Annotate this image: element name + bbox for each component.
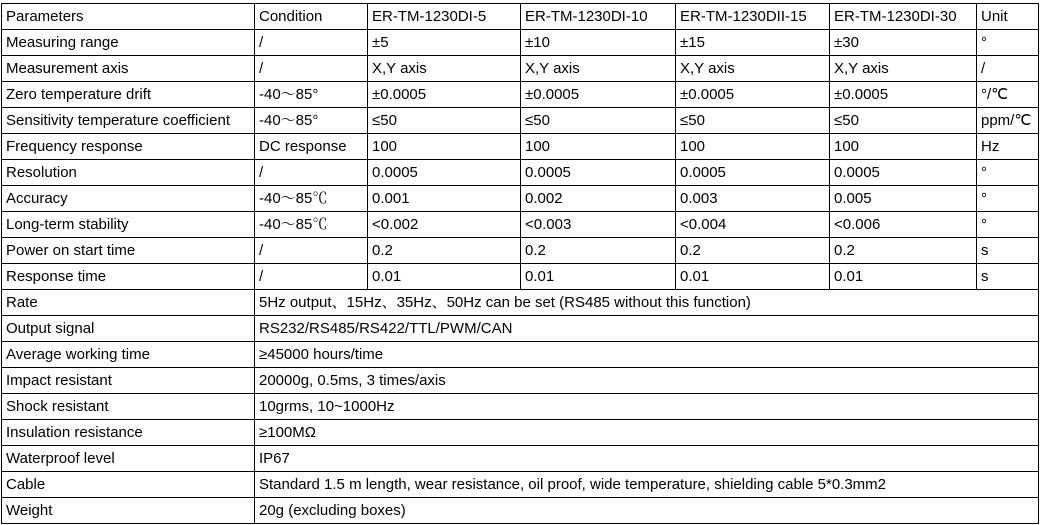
- table-cell: X,Y axis: [676, 56, 830, 82]
- merged-cell: IP67: [255, 446, 1039, 472]
- table-cell: 0.003: [676, 186, 830, 212]
- table-cell: 0.01: [676, 264, 830, 290]
- table-row: [2, 394, 1039, 420]
- merged-cell: ≥45000 hours/time: [255, 342, 1039, 368]
- table-cell: ≤50: [830, 108, 977, 134]
- merged-cell: 10grms, 10~1000Hz: [255, 394, 1039, 420]
- header-cell-model-15: ER-TM-1230DII-15: [676, 4, 830, 30]
- table-cell: 0.01: [368, 264, 521, 290]
- table-cell: s: [977, 264, 1039, 290]
- table-cell: Frequency response: [2, 134, 255, 160]
- table-cell: °: [977, 160, 1039, 186]
- table-cell: 0.0005: [368, 160, 521, 186]
- merged-cell: 20g (excluding boxes): [255, 498, 1039, 524]
- header-cell-parameters: Parameters: [2, 4, 255, 30]
- table-row: [2, 186, 1039, 212]
- table-cell: Measurement axis: [2, 56, 255, 82]
- table-cell: /: [255, 264, 368, 290]
- header-cell-model-30: ER-TM-1230DI-30: [830, 4, 977, 30]
- header-cell-unit: Unit: [977, 4, 1039, 30]
- table-cell: <0.002: [368, 212, 521, 238]
- table-cell: -40～85℃: [255, 186, 368, 212]
- header-cell-condition: Condition: [255, 4, 368, 30]
- table-row: [2, 160, 1039, 186]
- table-cell: Hz: [977, 134, 1039, 160]
- table-cell: -40～85℃: [255, 212, 368, 238]
- table-row: [2, 108, 1039, 134]
- table-cell: °/℃: [977, 82, 1039, 108]
- table-cell: ±0.0005: [676, 82, 830, 108]
- table-row: [2, 30, 1039, 56]
- table-cell: 0.2: [521, 238, 676, 264]
- table-cell: /: [977, 56, 1039, 82]
- table-cell: °: [977, 30, 1039, 56]
- table-cell: 100: [521, 134, 676, 160]
- table-cell: 0.01: [830, 264, 977, 290]
- table-cell: Cable: [2, 472, 255, 498]
- table-row: [2, 290, 1039, 316]
- table-cell: ±10: [521, 30, 676, 56]
- table-row: [2, 238, 1039, 264]
- table-cell: ±30: [830, 30, 977, 56]
- table-cell: Shock resistant: [2, 394, 255, 420]
- table-cell: ±0.0005: [368, 82, 521, 108]
- table-row: [2, 264, 1039, 290]
- specification-table: [1, 3, 1039, 524]
- table-row: [2, 446, 1039, 472]
- table-row: [2, 82, 1039, 108]
- table-cell: Rate: [2, 290, 255, 316]
- table-cell: Long-term stability: [2, 212, 255, 238]
- table-cell: °: [977, 212, 1039, 238]
- table-row: [2, 212, 1039, 238]
- merged-cell: 5Hz output、15Hz、35Hz、50Hz can be set (RS485 without this function): [255, 290, 1039, 316]
- table-cell: X,Y axis: [830, 56, 977, 82]
- table-cell: Impact resistant: [2, 368, 255, 394]
- table-cell: <0.004: [676, 212, 830, 238]
- table-cell: ≤50: [521, 108, 676, 134]
- table-cell: 0.005: [830, 186, 977, 212]
- table-cell: 0.002: [521, 186, 676, 212]
- table-cell: ±5: [368, 30, 521, 56]
- table-cell: -40～85°: [255, 82, 368, 108]
- table-cell: ±15: [676, 30, 830, 56]
- table-cell: Average working time: [2, 342, 255, 368]
- table-cell: 0.01: [521, 264, 676, 290]
- table-cell: /: [255, 238, 368, 264]
- table-cell: 0.2: [676, 238, 830, 264]
- table-cell: Accuracy: [2, 186, 255, 212]
- table-row: [2, 420, 1039, 446]
- table-cell: Resolution: [2, 160, 255, 186]
- table-cell: ±0.0005: [521, 82, 676, 108]
- table-cell: /: [255, 30, 368, 56]
- table-cell: 0.0005: [830, 160, 977, 186]
- table-cell: 100: [676, 134, 830, 160]
- table-cell: Measuring range: [2, 30, 255, 56]
- merged-cell: ≥100MΩ: [255, 420, 1039, 446]
- table-cell: 100: [368, 134, 521, 160]
- table-cell: Response time: [2, 264, 255, 290]
- table-cell: s: [977, 238, 1039, 264]
- table-cell: X,Y axis: [521, 56, 676, 82]
- table-cell: 0.0005: [676, 160, 830, 186]
- table-cell: Insulation resistance: [2, 420, 255, 446]
- table-cell: -40～85°: [255, 108, 368, 134]
- table-cell: 0.2: [368, 238, 521, 264]
- table-cell: ±0.0005: [830, 82, 977, 108]
- table-row: [2, 498, 1039, 524]
- table-row: [2, 316, 1039, 342]
- header-cell-model-5: ER-TM-1230DI-5: [368, 4, 521, 30]
- header-cell-model-10: ER-TM-1230DI-10: [521, 4, 676, 30]
- table-row: [2, 472, 1039, 498]
- table-cell: /: [255, 56, 368, 82]
- table-cell: Waterproof level: [2, 446, 255, 472]
- table-cell: <0.006: [830, 212, 977, 238]
- merged-cell: RS232/RS485/RS422/TTL/PWM/CAN: [255, 316, 1039, 342]
- table-cell: <0.003: [521, 212, 676, 238]
- table-cell: Sensitivity temperature coefficient: [2, 108, 255, 134]
- table-cell: °: [977, 186, 1039, 212]
- table-row: [2, 56, 1039, 82]
- table-cell: ≤50: [676, 108, 830, 134]
- table-cell: X,Y axis: [368, 56, 521, 82]
- table-cell: 0.0005: [521, 160, 676, 186]
- table-cell: ppm/℃: [977, 108, 1039, 134]
- table-cell: ≤50: [368, 108, 521, 134]
- table-cell: DC response: [255, 134, 368, 160]
- header-row: [2, 4, 1039, 30]
- table-cell: /: [255, 160, 368, 186]
- table-cell: Output signal: [2, 316, 255, 342]
- table-cell: Zero temperature drift: [2, 82, 255, 108]
- table-row: [2, 342, 1039, 368]
- merged-cell: Standard 1.5 m length, wear resistance, oil proof, wide temperature, shielding cable 5*0.3mm2: [255, 472, 1039, 498]
- table-cell: Weight: [2, 498, 255, 524]
- merged-cell: 20000g, 0.5ms, 3 times/axis: [255, 368, 1039, 394]
- table-cell: 0.001: [368, 186, 521, 212]
- table-cell: 0.2: [830, 238, 977, 264]
- table-cell: Power on start time: [2, 238, 255, 264]
- table-row: [2, 134, 1039, 160]
- table-row: [2, 368, 1039, 394]
- table-cell: 100: [830, 134, 977, 160]
